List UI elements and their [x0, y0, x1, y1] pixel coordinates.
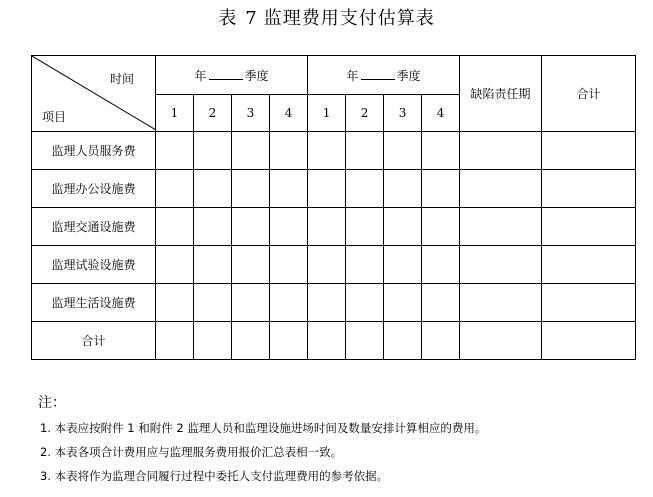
- empty-cell: [384, 284, 422, 322]
- empty-cell: [346, 170, 384, 208]
- quarter-header: 2: [194, 95, 232, 132]
- empty-cell: [270, 284, 308, 322]
- period-header-1: [156, 56, 308, 95]
- season-label: 季度: [244, 69, 269, 83]
- empty-cell: [308, 322, 346, 360]
- empty-cell: [384, 246, 422, 284]
- empty-cell: [346, 132, 384, 170]
- empty-cell: [542, 132, 636, 170]
- row-label: 监理交通设施费: [32, 208, 156, 246]
- empty-cell: [232, 284, 270, 322]
- empty-cell: [156, 132, 194, 170]
- empty-cell: [194, 284, 232, 322]
- empty-cell: [460, 246, 542, 284]
- quarter-header: 1: [308, 95, 346, 132]
- quarter-header: 4: [422, 95, 460, 132]
- empty-cell: [194, 322, 232, 360]
- quarter-header: 2: [346, 95, 384, 132]
- period-header-2: [308, 56, 460, 95]
- empty-cell: [232, 246, 270, 284]
- title-prefix: 表: [218, 8, 238, 29]
- empty-cell: [384, 208, 422, 246]
- page-title: [0, 4, 653, 30]
- row-label: 合计: [32, 322, 156, 360]
- row-label: 监理试验设施费: [32, 246, 156, 284]
- empty-cell: [422, 208, 460, 246]
- empty-cell: [194, 170, 232, 208]
- empty-cell: [270, 246, 308, 284]
- empty-cell: [232, 170, 270, 208]
- empty-cell: [308, 208, 346, 246]
- empty-cell: [542, 170, 636, 208]
- table-row: [32, 170, 636, 208]
- item-header-label: 项目: [42, 110, 67, 124]
- quarter-header: 1: [156, 95, 194, 132]
- empty-cell: [270, 132, 308, 170]
- year-blank-field: [209, 67, 243, 80]
- empty-cell: [422, 284, 460, 322]
- empty-cell: [422, 132, 460, 170]
- empty-cell: [384, 322, 422, 360]
- empty-cell: [156, 284, 194, 322]
- empty-cell: [346, 322, 384, 360]
- empty-cell: [542, 208, 636, 246]
- notes-heading: 注：: [38, 395, 66, 411]
- row-label: 监理生活设施费: [32, 284, 156, 322]
- empty-cell: [156, 170, 194, 208]
- note-item: 2. 本表各项合计费用应与监理服务费用报价汇总表相一致。: [40, 445, 343, 459]
- year-label: 年: [194, 69, 207, 83]
- row-label: 监理人员服务费: [32, 132, 156, 170]
- empty-cell: [422, 170, 460, 208]
- empty-cell: [308, 170, 346, 208]
- empty-cell: [232, 208, 270, 246]
- empty-cell: [460, 170, 542, 208]
- note-item: 3. 本表将作为监理合同履行过程中委托人支付监理费用的参考依据。: [40, 469, 389, 483]
- empty-cell: [542, 246, 636, 284]
- table-row: [32, 284, 636, 322]
- quarter-header: 4: [270, 95, 308, 132]
- cost-estimate-table: [31, 55, 636, 360]
- empty-cell: [308, 284, 346, 322]
- table-body: [32, 132, 636, 360]
- defect-period-header: 缺陷责任期: [460, 56, 542, 132]
- empty-cell: [156, 246, 194, 284]
- empty-cell: [422, 322, 460, 360]
- empty-cell: [270, 170, 308, 208]
- year-blank-field: [361, 67, 395, 80]
- empty-cell: [460, 284, 542, 322]
- quarter-header: 3: [232, 95, 270, 132]
- empty-cell: [232, 132, 270, 170]
- empty-cell: [194, 132, 232, 170]
- empty-cell: [384, 132, 422, 170]
- empty-cell: [194, 208, 232, 246]
- empty-cell: [460, 132, 542, 170]
- table-row: [32, 322, 636, 360]
- empty-cell: [194, 246, 232, 284]
- title-number: 7: [245, 8, 258, 29]
- title-text: 监理费用支付估算表: [263, 8, 435, 29]
- table-row: [32, 132, 636, 170]
- empty-cell: [346, 284, 384, 322]
- quarter-header: 3: [384, 95, 422, 132]
- time-header-label: 时间: [110, 72, 135, 86]
- empty-cell: [232, 322, 270, 360]
- empty-cell: [308, 246, 346, 284]
- season-label: 季度: [396, 69, 421, 83]
- empty-cell: [156, 322, 194, 360]
- empty-cell: [270, 322, 308, 360]
- note-item: 1. 本表应按附件 1 和附件 2 监理人员和监理设施进场时间及数量安排计算相应的费用。: [40, 421, 487, 435]
- empty-cell: [270, 208, 308, 246]
- empty-cell: [346, 246, 384, 284]
- empty-cell: [156, 208, 194, 246]
- corner-header-cell: [32, 56, 156, 132]
- empty-cell: [542, 284, 636, 322]
- table-row: [32, 208, 636, 246]
- row-label: 监理办公设施费: [32, 170, 156, 208]
- empty-cell: [384, 170, 422, 208]
- empty-cell: [542, 322, 636, 360]
- total-column-header: 合计: [542, 56, 636, 132]
- notes-section: [38, 392, 486, 493]
- empty-cell: [308, 132, 346, 170]
- table-row: [32, 246, 636, 284]
- empty-cell: [422, 246, 460, 284]
- year-label: 年: [346, 69, 359, 83]
- empty-cell: [460, 322, 542, 360]
- empty-cell: [346, 208, 384, 246]
- empty-cell: [460, 208, 542, 246]
